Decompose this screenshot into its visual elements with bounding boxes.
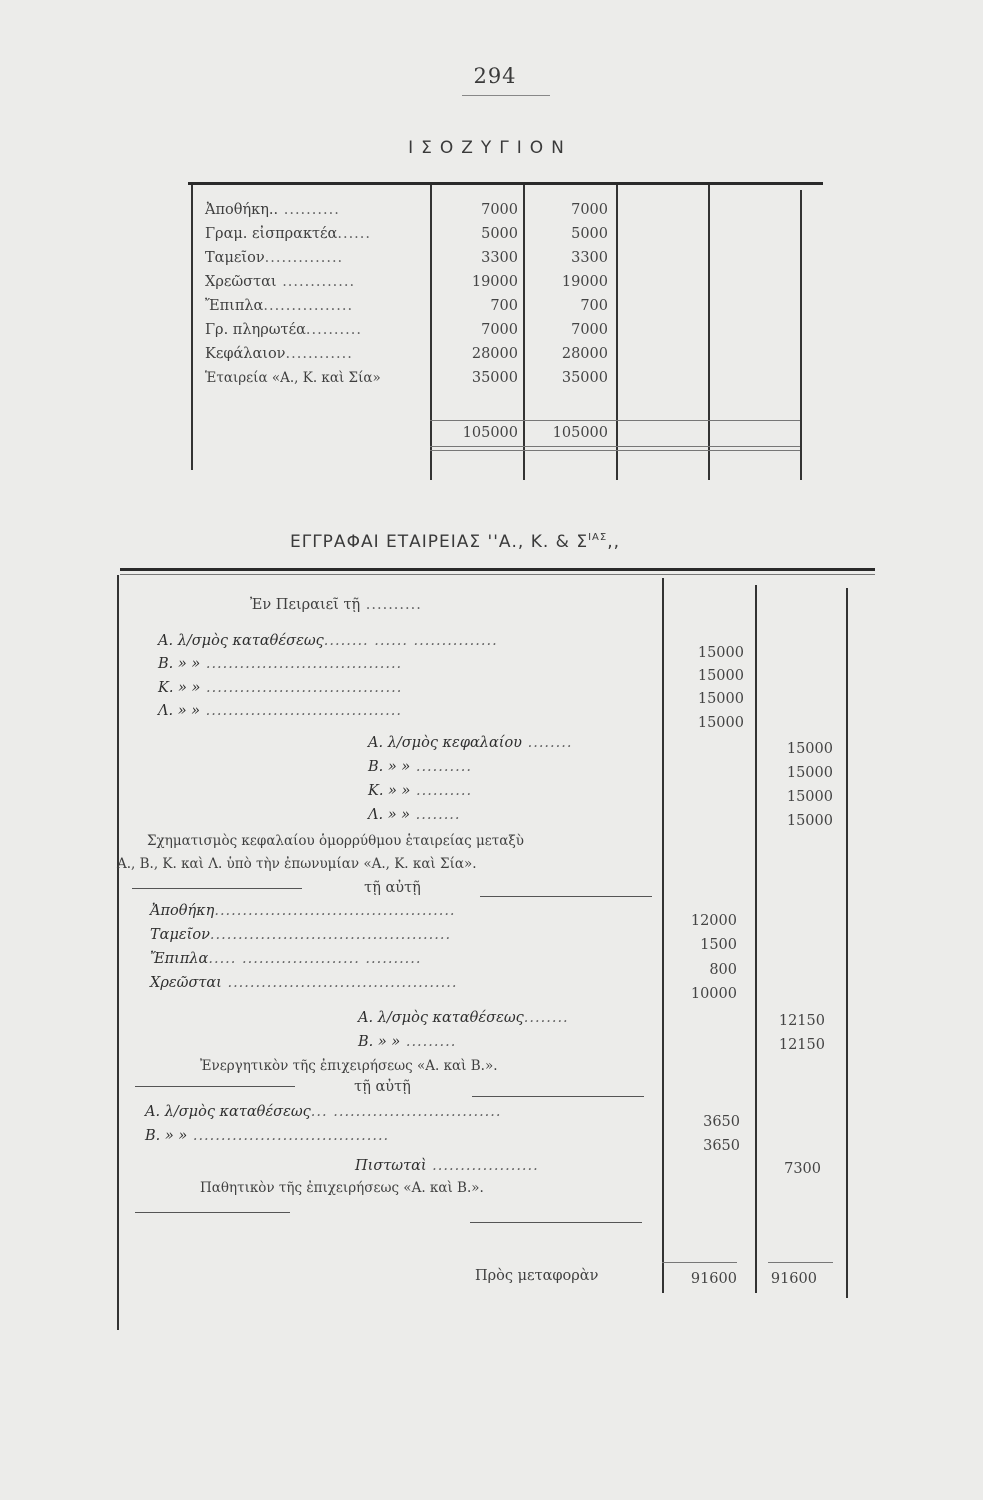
e2-debit-text: Ἔπιπλα (150, 951, 209, 967)
separator-left (132, 888, 302, 889)
journal-col-divider-1 (662, 578, 664, 1293)
trial-balance-top-rule (188, 182, 823, 185)
tb-debit: 35000 (471, 370, 518, 386)
e3-debit-amount: 3650 (703, 1114, 740, 1130)
page-number-rule (462, 95, 550, 96)
separator-right (470, 1222, 642, 1223)
e1-credit-text: Α. λ/σμὸς κεφαλαίου (368, 735, 522, 751)
tb-debit: 5000 (481, 226, 518, 242)
journal-title-sup: ΙΑΣ (588, 532, 608, 543)
e1-credit-label: Β. » » .......... (368, 759, 472, 775)
tb-credit: 7000 (571, 202, 608, 218)
tb-right-border (800, 190, 802, 480)
page-number: 294 (473, 64, 517, 88)
journal-place-date: Ἐν Πειραιεῖ τῇ .......... (250, 597, 422, 613)
tb-col-divider-3 (616, 185, 618, 480)
journal-right-border (846, 588, 848, 1298)
e2-debit-label: Ἀποθήκη........................................... (150, 903, 456, 919)
tb-row-label: Ἀποθήκη.. .......... (205, 202, 340, 218)
carry-forward-debit: 91600 (690, 1271, 737, 1287)
e2-debit-text: Χρεῶσται (150, 975, 222, 991)
e1-debit-text: Λ. » » (158, 703, 201, 719)
carry-forward-credit: 91600 (770, 1271, 817, 1287)
e2-debit-amount: 1500 (700, 937, 737, 953)
tb-debit: 28000 (471, 346, 518, 362)
e2-credit-amount: 12150 (778, 1013, 825, 1029)
tb-row-label: Γραμ. εἰσπρακτέα...... (205, 226, 372, 242)
tb-debit: 7000 (481, 322, 518, 338)
e2-debit-label: Ταμεῖον........................................... (150, 927, 452, 943)
tb-row-label: Ταμεῖον.............. (205, 250, 344, 266)
e1-credit-label: Α. λ/σμὸς κεφαλαίου ........ (368, 735, 573, 751)
tb-row-label: Ἔπιπλα................ (205, 298, 354, 314)
tb-total-credit: 105000 (552, 425, 608, 441)
separator-right (472, 1096, 644, 1097)
e1-credit-amount: 15000 (786, 813, 833, 829)
journal-top-rule-2 (120, 574, 875, 575)
e3-credit-text: Πιστωταὶ (355, 1158, 427, 1174)
e1-debit-text: Β. » » (158, 656, 201, 672)
e1-debit-label: Κ. » » ................................... (158, 680, 403, 696)
tb-debit: 3300 (481, 250, 518, 266)
tb-left-border (191, 185, 193, 470)
e1-debit-amount: 15000 (697, 645, 744, 661)
tb-credit: 35000 (561, 370, 608, 386)
separator-left (135, 1086, 295, 1087)
e1-credit-label: Λ. » » ........ (368, 807, 461, 823)
e2-debit-label: Χρεῶσται ......................................... (150, 975, 458, 991)
e3-narration: Παθητικὸν τῆς ἐπιχειρήσεως «Α. καὶ Β.». (200, 1180, 484, 1196)
e1-debit-amount: 15000 (697, 715, 744, 731)
e2-debit-label: Ἔπιπλα..... ..................... .......... (150, 951, 422, 967)
e1-credit-text: Β. » » (368, 759, 411, 775)
e3-debit-text: Α. λ/σμὸς καταθέσεως (145, 1104, 311, 1120)
tb-label-text: Χρεῶσται (205, 274, 277, 290)
e1-narration-2: Α., Β., Κ. καὶ Λ. ὑπὸ τὴν ἐπωνυμίαν «Α., Κ. καὶ Σία». (117, 856, 477, 872)
e2-credit-label: Β. » » ......... (358, 1034, 457, 1050)
e1-debit-label: Α. λ/σμὸς καταθέσεως........ ...... ............... (158, 633, 498, 649)
tb-row-label: Κεφάλαιον............ (205, 346, 353, 362)
tb-label-text: Ταμεῖον (205, 250, 265, 266)
tb-col-divider-4 (708, 185, 710, 480)
tb-label-text: Γρ. πληρωτέα (205, 322, 306, 338)
tb-total-debit: 105000 (462, 425, 518, 441)
e2-debit-amount: 800 (709, 962, 737, 978)
journal-col-divider-2 (755, 585, 757, 1293)
journal-top-rule (120, 568, 875, 571)
e1-credit-label: Κ. » » .......... (368, 783, 473, 799)
tb-debit: 19000 (471, 274, 518, 290)
carry-forward-rule-1 (662, 1262, 737, 1263)
place-date-text: Ἐν Πειραιεῖ τῇ (250, 597, 361, 613)
e2-debit-amount: 10000 (690, 986, 737, 1002)
tb-debit: 700 (490, 298, 518, 314)
carry-forward-label: Πρὸς μεταφορὰν (475, 1268, 599, 1284)
e2-credit-text: Α. λ/σμὸς καταθέσεως (358, 1010, 524, 1026)
separator-label: τῇ αὐτῇ (364, 880, 421, 896)
e1-debit-amount: 15000 (697, 668, 744, 684)
tb-credit: 3300 (571, 250, 608, 266)
journal-left-border (117, 575, 119, 1330)
tb-row-label: Γρ. πληρωτέα.......... (205, 322, 362, 338)
e1-credit-amount: 15000 (786, 789, 833, 805)
journal-title-end: ,, (607, 532, 621, 552)
trial-balance-title: ΙΣΟΖΥΓΙΟΝ (408, 138, 572, 158)
tb-total-double-rule-2 (430, 450, 800, 451)
separator-right (480, 896, 652, 897)
e2-narration: Ἐνεργητικὸν τῆς ἐπιχειρήσεως «Α. καὶ Β.». (200, 1058, 498, 1074)
e2-credit-amount: 12150 (778, 1037, 825, 1053)
tb-credit: 28000 (561, 346, 608, 362)
e3-credit-amount: 7300 (784, 1161, 821, 1177)
tb-credit: 700 (580, 298, 608, 314)
separator-label: τῇ αὐτῇ (354, 1079, 411, 1095)
e1-debit-text: Κ. » » (158, 680, 201, 696)
tb-label-text: Ἔπιπλα (205, 298, 264, 314)
tb-total-double-rule-1 (430, 446, 800, 447)
journal-title-main: ΕΓΓΡΑΦΑΙ ΕΤΑΙΡΕΙΑΣ ''Α., Κ. & Σ (290, 532, 589, 552)
e1-debit-text: Α. λ/σμὸς καταθέσεως (158, 633, 324, 649)
tb-credit: 19000 (561, 274, 608, 290)
e2-credit-label: Α. λ/σμὸς καταθέσεως........ (358, 1010, 569, 1026)
tb-credit: 7000 (571, 322, 608, 338)
e1-debit-label: Λ. » » ................................... (158, 703, 402, 719)
e2-credit-text: Β. » » (358, 1034, 401, 1050)
e1-narration-1: Σχηματισμὸς κεφαλαίου ὁμορρύθμου ἑταιρείας μεταξὺ (147, 833, 524, 849)
separator-left (135, 1212, 290, 1213)
tb-credit: 5000 (571, 226, 608, 242)
e3-debit-label: Β. » » ................................... (145, 1128, 390, 1144)
e1-credit-amount: 15000 (786, 765, 833, 781)
e1-debit-label: Β. » » ................................... (158, 656, 403, 672)
e3-debit-text: Β. » » (145, 1128, 188, 1144)
e1-credit-amount: 15000 (786, 741, 833, 757)
e3-credit-label: Πιστωταὶ ................... (355, 1158, 539, 1174)
e3-debit-label: Α. λ/σμὸς καταθέσεως... .............................. (145, 1104, 502, 1120)
e1-debit-amount: 15000 (697, 691, 744, 707)
tb-label-text: Ἀποθήκη.. (205, 202, 279, 218)
journal-title (290, 532, 710, 552)
e2-debit-text: Ἀποθήκη (150, 903, 215, 919)
e2-debit-text: Ταμεῖον (150, 927, 210, 943)
tb-total-rule (430, 420, 800, 421)
tb-row-label: Χρεῶσται ............. (205, 274, 356, 290)
e3-debit-amount: 3650 (703, 1138, 740, 1154)
e2-debit-amount: 12000 (690, 913, 737, 929)
tb-debit: 7000 (481, 202, 518, 218)
tb-row-label: Ἑταιρεία «Α., Κ. καὶ Σία» (205, 370, 381, 386)
carry-forward-rule-2 (768, 1262, 833, 1263)
e1-credit-text: Λ. » » (368, 807, 411, 823)
e1-credit-text: Κ. » » (368, 783, 411, 799)
tb-label-text: Γραμ. εἰσπρακτέα (205, 226, 338, 242)
tb-label-text: Κεφάλαιον (205, 346, 286, 362)
